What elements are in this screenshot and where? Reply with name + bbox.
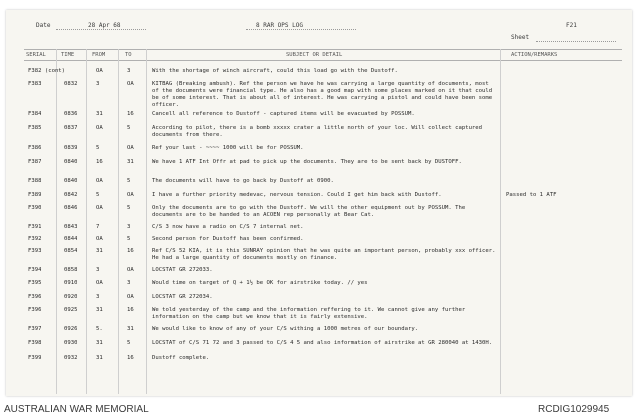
detail-cell: Only the documents are to go with the Dustoff. We will the other equipment out by POSSUM. The documents are to be handed to an ACOEN rep personally at Bear Cat. <box>152 205 466 218</box>
col-subject: SUBJECT OR DETAIL <box>286 52 343 58</box>
detail-cell: The documents will have to go back by Dustoff at 0900. <box>152 178 334 184</box>
from-cell: OA <box>96 125 103 131</box>
time-cell: 0932 <box>64 355 78 361</box>
from-cell: 5. <box>96 326 103 332</box>
to-cell: 3 <box>127 224 131 230</box>
col-serial: SERIAL <box>26 52 46 58</box>
to-cell: OA <box>127 267 134 273</box>
serial-cell: F384 <box>28 111 42 117</box>
serial-cell: F393 <box>28 248 42 254</box>
to-cell: OA <box>127 81 134 87</box>
sheet-underline <box>536 41 616 42</box>
time-cell: 0844 <box>64 236 78 242</box>
serial-cell: F388 <box>28 178 42 184</box>
log-sheet <box>6 10 632 396</box>
title-underline <box>246 29 356 30</box>
detail-cell: Dustoff complete. <box>152 355 210 361</box>
serial-cell: F386 <box>28 145 42 151</box>
to-cell: 3 <box>127 280 131 286</box>
from-cell: OA <box>96 280 103 286</box>
from-cell: 5 <box>96 192 100 198</box>
to-cell: OA <box>127 294 134 300</box>
detail-cell: According to pilot, there is a bomb xxxxx crater a little north of your loc. Will collect captured documents from there. <box>152 125 483 138</box>
action-cell: Passed to 1 ATF <box>506 192 557 198</box>
detail-cell: We would like to know of any of your C/S withing a 1000 metres of our boundary. <box>152 326 419 332</box>
detail-cell: Would time on target of Q + 1½ be OK for airstrike today. // yes <box>152 280 368 286</box>
divider-detail <box>500 49 501 394</box>
to-cell: 16 <box>127 307 134 313</box>
time-cell: 0842 <box>64 192 78 198</box>
detail-cell: Ref C/S 52 KIA, it is this SUNRAY opinion that he was quite an important person, probably xxx officer. He had a large quantity of documents mostly on finance. <box>152 248 496 261</box>
from-cell: 31 <box>96 340 103 346</box>
detail-cell: We have 1 ATF Int Offr at pad to pick up the documents. They are to be sent back by DUSTOFF. <box>152 159 462 165</box>
time-cell: 0926 <box>64 326 78 332</box>
serial-cell: F387 <box>28 159 42 165</box>
from-cell: 5 <box>96 145 100 151</box>
time-cell: 0837 <box>64 125 78 131</box>
time-cell: 0840 <box>64 178 78 184</box>
log-title: 8 RAR OPS LOG <box>256 22 303 29</box>
footer-credit: AUSTRALIAN WAR MEMORIAL <box>4 404 149 415</box>
time-cell: 0843 <box>64 224 78 230</box>
serial-cell: F394 <box>28 267 42 273</box>
to-cell: 31 <box>127 159 134 165</box>
to-cell: 3 <box>127 68 131 74</box>
time-cell: 0854 <box>64 248 78 254</box>
serial-cell: F385 <box>28 125 42 131</box>
page-number: F21 <box>566 22 577 29</box>
from-cell: OA <box>96 205 103 211</box>
serial-cell: F399 <box>28 355 42 361</box>
serial-cell: F397 <box>28 326 42 332</box>
serial-cell: F390 <box>28 205 42 211</box>
to-cell: 5 <box>127 236 131 242</box>
time-cell: 0846 <box>64 205 78 211</box>
to-cell: 5 <box>127 205 131 211</box>
from-cell: 31 <box>96 307 103 313</box>
footer-id: RCDIG1029945 <box>538 404 610 415</box>
serial-cell: F396 <box>28 294 42 300</box>
detail-cell: LOCSTAT GR 272034. <box>152 294 213 300</box>
serial-cell: F382 (cont) <box>28 68 66 74</box>
to-cell: 5 <box>127 340 131 346</box>
serial-cell: F389 <box>28 192 42 198</box>
divider-time <box>86 49 87 394</box>
from-cell: OA <box>96 236 103 242</box>
serial-cell: F395 <box>28 280 42 286</box>
divider-serial <box>56 49 57 394</box>
serial-cell: F383 <box>28 81 42 87</box>
detail-cell: We told yesterday of the camp and the information reffering to it. We cannot give any further information on the camp but we know that it is fairly extensive. <box>152 307 466 320</box>
to-cell: 5 <box>127 178 131 184</box>
date-underline <box>56 29 146 30</box>
to-cell: 16 <box>127 355 134 361</box>
serial-cell: F396 <box>28 307 42 313</box>
detail-cell: Cancell all reference to Dustoff - captured items will be evacuated by POSSUM. <box>152 111 415 117</box>
to-cell: OA <box>127 192 134 198</box>
time-cell: 0858 <box>64 267 78 273</box>
detail-cell: LOCSTAT GR 272033. <box>152 267 213 273</box>
time-cell: 0910 <box>64 280 78 286</box>
to-cell: OA <box>127 145 134 151</box>
from-cell: 16 <box>96 159 103 165</box>
date-value: 28 Apr 68 <box>88 22 121 29</box>
from-cell: 7 <box>96 224 100 230</box>
detail-cell: I have a further priority medevac, nervous tension. Could I get him back with Dustoff. <box>152 192 442 198</box>
date-label: Date <box>36 22 51 29</box>
time-cell: 0920 <box>64 294 78 300</box>
time-cell: 0840 <box>64 159 78 165</box>
col-action: ACTION/REMARKS <box>511 52 558 58</box>
detail-cell: Second person for Dustoff has been confirmed. <box>152 236 304 242</box>
divider-from <box>118 49 119 394</box>
from-cell: 3 <box>96 294 100 300</box>
time-cell: 0839 <box>64 145 78 151</box>
from-cell: 31 <box>96 248 103 254</box>
to-cell: 16 <box>127 248 134 254</box>
to-cell: 31 <box>127 326 134 332</box>
time-cell: 0836 <box>64 111 78 117</box>
time-cell: 0930 <box>64 340 78 346</box>
time-cell: 0925 <box>64 307 78 313</box>
to-cell: 16 <box>127 111 134 117</box>
from-cell: 31 <box>96 111 103 117</box>
serial-cell: F392 <box>28 236 42 242</box>
col-from: FROM <box>92 52 106 58</box>
to-cell: 5 <box>127 125 131 131</box>
divider-to <box>146 49 147 394</box>
from-cell: 3 <box>96 81 100 87</box>
col-to: TO <box>125 52 132 58</box>
from-cell: OA <box>96 178 103 184</box>
from-cell: 31 <box>96 355 103 361</box>
detail-cell: With the shortage of winch aircraft, could this load go with the Dustoff. <box>152 68 398 74</box>
detail-cell: C/S 3 now have a radio on C/S 7 internal net. <box>152 224 304 230</box>
col-time: TIME <box>61 52 75 58</box>
detail-cell: LOCSTAT of C/S 71 72 and 3 passed to C/S 4 5 and also information of airstrike at GR 280040 at 1430H. <box>152 340 493 346</box>
time-cell: 0832 <box>64 81 78 87</box>
detail-cell: Ref your last - ~~~~ 1000 will be for POSSUM. <box>152 145 304 151</box>
from-cell: 3 <box>96 267 100 273</box>
sheet-label: Sheet <box>511 34 530 41</box>
serial-cell: F391 <box>28 224 42 230</box>
detail-cell: KITBAG (Breaking ambush). Ref the person we have he was carrying a large quantity of documents, most of the documents were financial type. He also has a good map with some places marked on it that could be of some interest. That is about all of interest. He was carrying a pistol and could have been some officer. <box>152 81 493 108</box>
from-cell: OA <box>96 68 103 74</box>
serial-cell: F398 <box>28 340 42 346</box>
